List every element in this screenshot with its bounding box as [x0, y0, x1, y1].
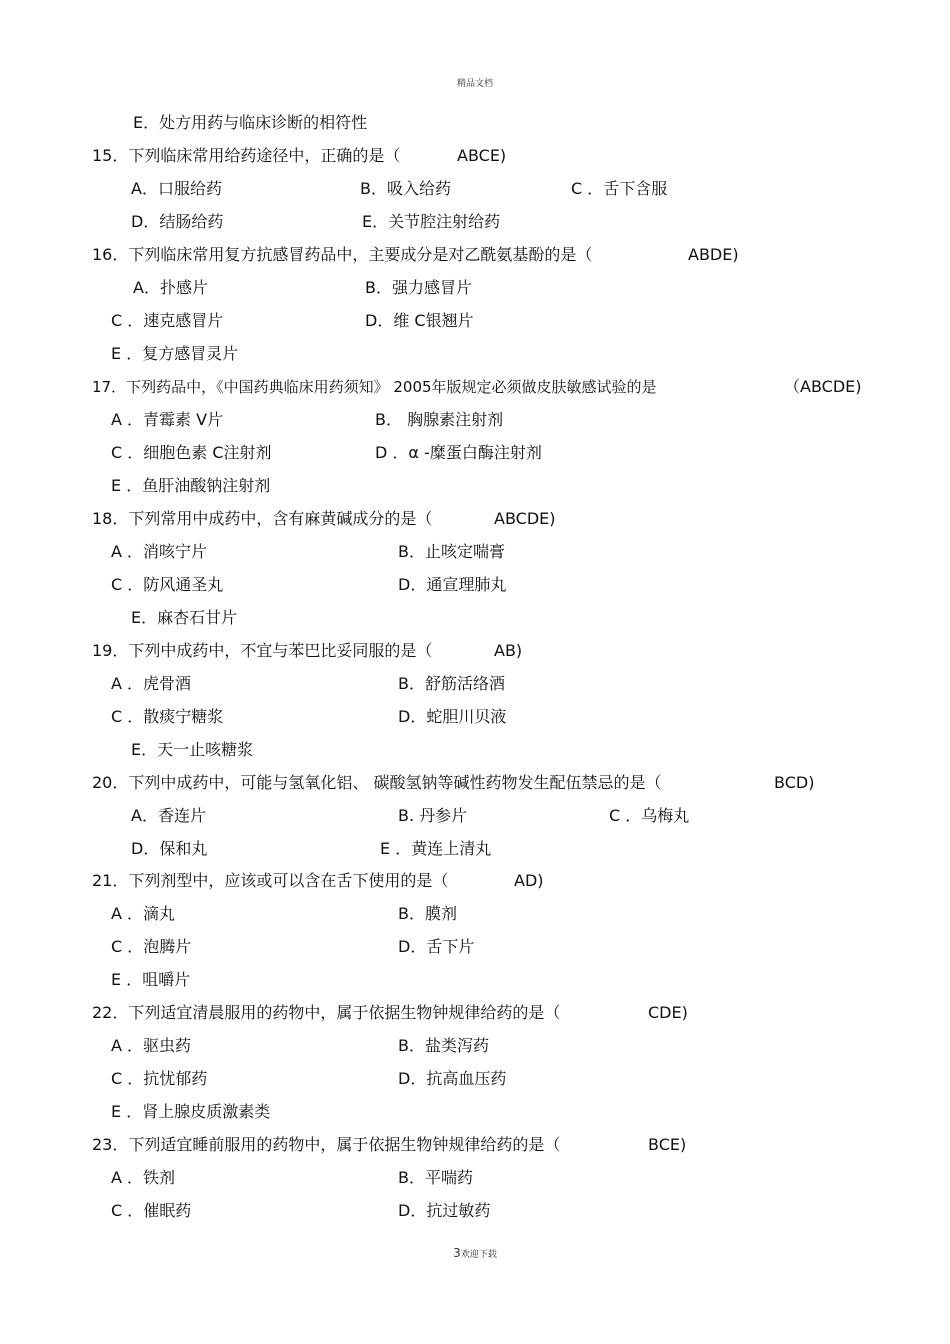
- option-line: E ．鱼肝油酸钠注射剂: [111, 476, 271, 495]
- question-line: 18．下列常用中成药中，含有麻黄碱成分的是（: [92, 509, 433, 528]
- answer-text: AB): [494, 641, 523, 660]
- option-line: E ．黄连上清丸: [380, 839, 492, 858]
- option-line: D．保和丸: [131, 839, 208, 858]
- question-line: 21．下列剂型中，应该或可以含在舌下使用的是（: [92, 871, 449, 890]
- question-line: 22．下列适宜清晨服用的药物中，属于依据生物钟规律给药的是（: [92, 1003, 561, 1022]
- option-line: E ．肾上腺皮质激素类: [111, 1102, 271, 1121]
- option-line: C ．乌梅丸: [609, 806, 690, 825]
- answer-text: CDE): [648, 1003, 688, 1022]
- answer-text: AD): [514, 871, 544, 890]
- option-line: B．舒筋活络酒: [398, 674, 505, 693]
- answer-text: ABCDE): [494, 509, 556, 528]
- option-line: E．麻杏石甘片: [131, 608, 238, 627]
- option-line: A．香连片: [131, 806, 206, 825]
- option-line: D．抗过敏药: [398, 1201, 491, 1220]
- answer-text: （ABCDE): [784, 377, 862, 396]
- option-line: B． 胸腺素注射剂: [375, 410, 504, 429]
- option-line: A ．驱虫药: [111, 1036, 192, 1055]
- option-line: E．关节腔注射给药: [362, 212, 501, 231]
- question-line: 16．下列临床常用复方抗感冒药品中，主要成分是对乙酰氨基酚的是（: [92, 245, 593, 264]
- option-line: A ．铁剂: [111, 1168, 176, 1187]
- option-line: E ．复方感冒灵片: [111, 344, 239, 363]
- page-number: 3: [453, 1246, 461, 1260]
- option-line: A．扑感片: [133, 278, 208, 297]
- option-line: A ．青霉素 V片: [111, 410, 224, 429]
- question-line: 15．下列临床常用给药途径中，正确的是（: [92, 146, 401, 165]
- option-line: E．天一止咳糖浆: [131, 740, 254, 759]
- option-line: C ．舌下含服: [571, 179, 668, 198]
- option-line: B. 丹参片: [398, 806, 468, 825]
- option-line: A ．虎骨酒: [111, 674, 192, 693]
- option-line: D．抗高血压药: [398, 1069, 507, 1088]
- option-line: B．止咳定喘膏: [398, 542, 505, 561]
- option-line: C ．散痰宁糖浆: [111, 707, 224, 726]
- option-line: B．盐类泻药: [398, 1036, 489, 1055]
- answer-text: ABCE): [457, 146, 507, 165]
- answer-text: BCE): [648, 1135, 687, 1154]
- option-line: C ．催眠药: [111, 1201, 192, 1220]
- option-line: B．吸入给药: [360, 179, 451, 198]
- option-line: C ．防风通圣丸: [111, 575, 224, 594]
- option-line: C ．速克感冒片: [111, 311, 224, 330]
- question-line: 23．下列适宜睡前服用的药物中，属于依据生物钟规律给药的是（: [92, 1135, 561, 1154]
- option-line: A ．滴丸: [111, 904, 176, 923]
- answer-text: ABDE): [688, 245, 739, 264]
- option-line: D．舌下片: [398, 937, 475, 956]
- option-line: B．膜剂: [398, 904, 457, 923]
- option-line: D．蛇胆川贝液: [398, 707, 507, 726]
- question-line: 20．下列中成药中，可能与氢氧化铝、 碳酸氢钠等碱性药物发生配伍禁忌的是（: [92, 773, 662, 792]
- footer-text: 欢迎下载: [460, 1250, 497, 1260]
- option-line: D．维 C银翘片: [365, 311, 474, 330]
- question-line: 19．下列中成药中，不宜与苯巴比妥同服的是（: [92, 641, 433, 660]
- option-line: C ．泡腾片: [111, 937, 192, 956]
- option-line: D ．α -糜蛋白酶注射剂: [375, 443, 542, 462]
- option-line: E ．咀嚼片: [111, 970, 191, 989]
- option-line: E．处方用药与临床诊断的相符性: [133, 113, 368, 132]
- option-line: D．通宣理肺丸: [398, 575, 507, 594]
- page-header: 精品文档: [456, 79, 493, 89]
- option-line: A ．消咳宁片: [111, 542, 208, 561]
- option-line: C ．抗忧郁药: [111, 1069, 208, 1088]
- answer-text: BCD): [774, 773, 815, 792]
- option-line: C ．细胞色素 C注射剂: [111, 443, 272, 462]
- option-line: B．强力感冒片: [365, 278, 472, 297]
- option-line: A．口服给药: [131, 179, 222, 198]
- option-line: D．结肠给药: [131, 212, 224, 231]
- question-line: 17．下列药品中，《中国药典临床用药须知》 2005年版规定必须做皮肤敏感试验的是: [92, 378, 657, 396]
- page-footer: [0, 1246, 950, 1260]
- option-line: B．平喘药: [398, 1168, 473, 1187]
